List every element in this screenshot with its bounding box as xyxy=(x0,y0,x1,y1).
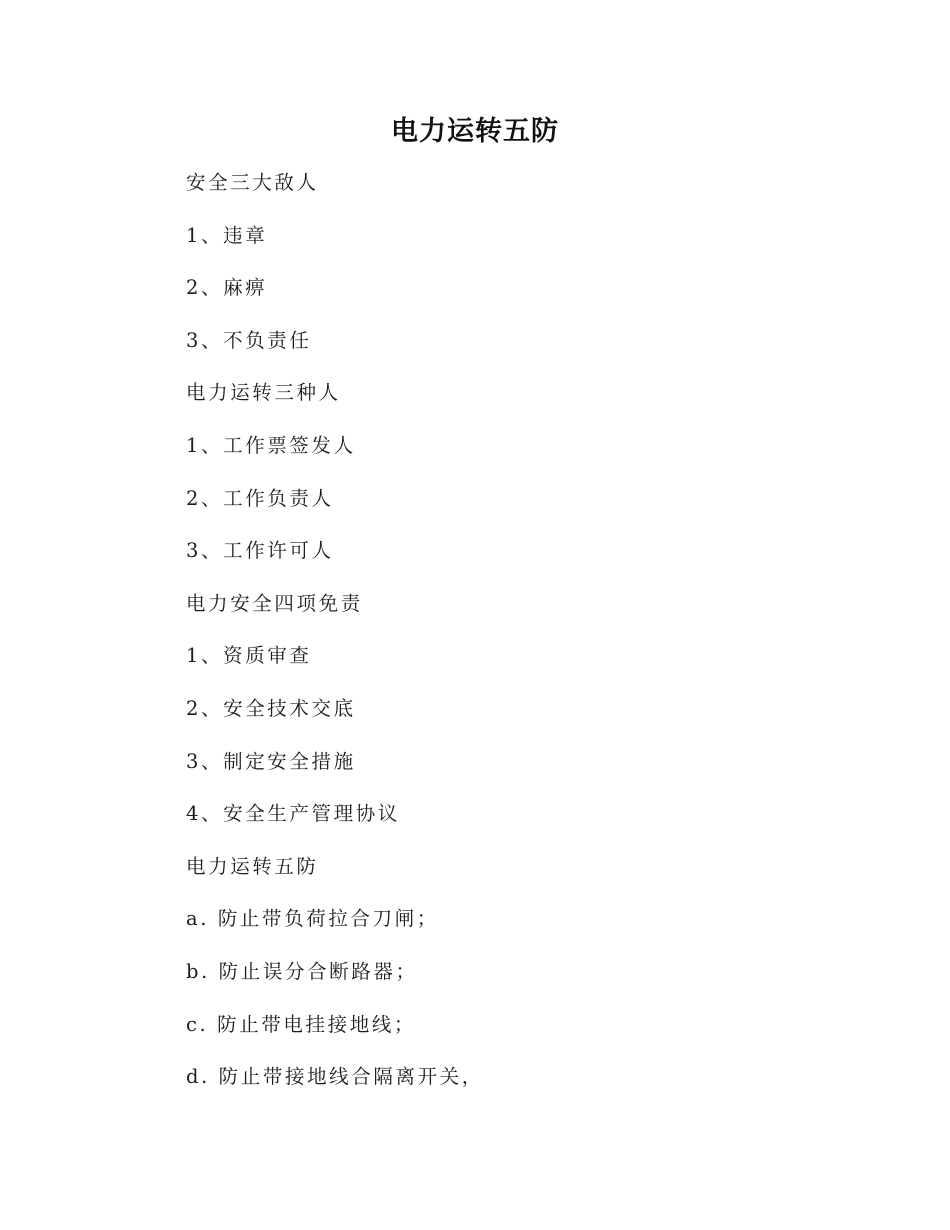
list-item: d. 防止带接地线合隔离开关， xyxy=(186,1065,484,1089)
list-item: 3、工作许可人 xyxy=(186,539,334,563)
list-item: 3、制定安全措施 xyxy=(186,749,356,773)
list-item: 2、安全技术交底 xyxy=(186,696,356,720)
list-item: 1、资质审查 xyxy=(186,644,312,668)
section-heading-four-exemptions: 电力安全四项免责 xyxy=(186,591,363,615)
section-heading-safety-enemies: 安全三大敌人 xyxy=(186,171,319,194)
list-item: 2、工作负责人 xyxy=(186,486,334,510)
list-item: 1、违章 xyxy=(186,223,268,247)
section-heading-three-roles: 电力运转三种人 xyxy=(186,381,341,405)
list-item: 1、工作票签发人 xyxy=(186,433,356,457)
list-item: b. 防止误分合断路器； xyxy=(186,959,418,983)
list-item: 3、不负责任 xyxy=(186,328,312,352)
list-item: 2、麻痹 xyxy=(186,276,268,300)
section-heading-five-preventions: 电力运转五防 xyxy=(186,854,319,878)
list-item: 4、安全生产管理协议 xyxy=(186,802,400,826)
list-item: a. 防止带负荷拉合刀闸； xyxy=(186,907,439,931)
document-title: 电力运转五防 xyxy=(391,116,559,147)
list-item: c. 防止带电挂接地线； xyxy=(186,1012,417,1036)
document-body xyxy=(186,168,826,1115)
